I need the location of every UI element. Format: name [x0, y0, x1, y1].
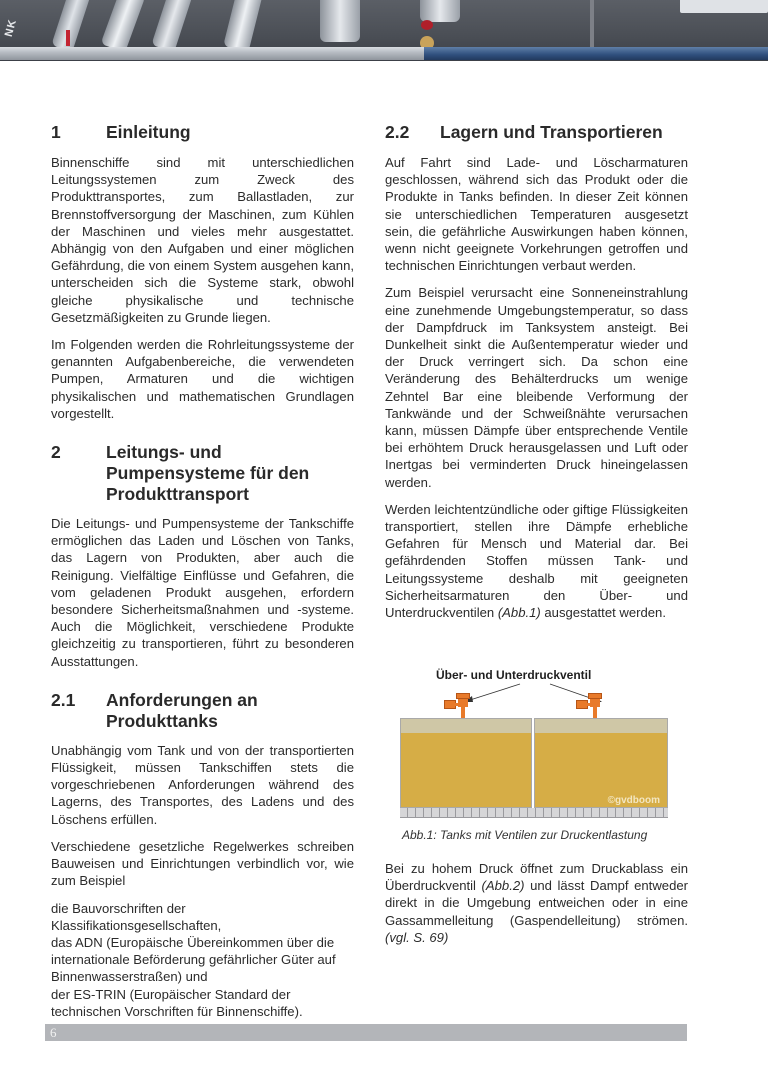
section-title: Lagern und Transportieren	[440, 122, 663, 142]
page-reference: (vgl. S. 69)	[385, 929, 449, 945]
copyright-mark: ©gvdboom	[607, 795, 660, 806]
section-number: 1	[51, 122, 61, 142]
section-heading-2-1	[51, 690, 354, 732]
tank-cylinder-graphic	[320, 0, 360, 42]
arrow-icon	[400, 668, 668, 718]
pipe-graphic	[223, 0, 263, 52]
pipe-graphic	[51, 0, 90, 52]
valve-icon	[444, 693, 474, 720]
right-column	[385, 122, 688, 621]
paragraph: Zum Beispiel verursacht eine Sonneneinstrahlung eine zunehmende Umgebungstemperatur, so dass der Dampfdruck im Tanksystem ansteigt. Bei Dunkelheit sinkt die Außentemperatur wieder und der Druck verringert sich. Da schon eine Veränderung des Behälterdrucks um wenige Zehntel Bar eine bleibende Verformung der Tankwände und der Schweißnähte verursachen kann, müssen Dämpfe über entsprechende Ventile bei erhöhtem Druck herausgelassen und Luft oder Inertgas bei verminderten Druck hineingelassen werden.	[385, 285, 688, 490]
white-box-graphic	[680, 0, 768, 13]
section-number: 2.2	[385, 122, 410, 142]
page-number: 6	[50, 1025, 57, 1040]
paragraph	[385, 501, 688, 621]
section-number: 2	[51, 442, 61, 463]
section-heading-2	[51, 442, 354, 505]
pipe-graphic	[101, 0, 146, 53]
list-item: der ES-TRIN (Europäischer Standard der technischen Vorschriften für Binnenschiffe).	[51, 986, 303, 1019]
blue-pipe-graphic	[424, 47, 768, 60]
vapor-space	[401, 719, 531, 733]
header-photo-banner	[0, 0, 768, 61]
paragraph	[385, 860, 688, 946]
paragraph: Unabhängig vom Tank und von der transportierten Flüssigkeit, müssen Tankschiffen stets die vorgeschriebenen Anforderungen während des Lagerns, des Transportes, des Ladens und des Löschens erfüllen.	[51, 742, 354, 827]
section-heading-1	[51, 122, 354, 143]
paragraph: Binnenschiffe sind mit unterschiedlichen Leitungssystemen zum Zweck des Produkttransportes, zum Ballastladen, zur Brennstoffversorgung der Maschinen, zum Kühlen der Maschinen und vieles mehr ausgestattet. Abhängig von den Aufgaben und einer möglichen Gefährdung, die von einem System ausgehen kann, unterscheiden sich die Systeme stark, obwohl gleiche physikalische und technische Gesetzmäßigkeiten zu Grunde liegen.	[51, 155, 354, 325]
paragraph: Auf Fahrt sind Lade- und Löscharmaturen geschlossen, während sich das Produkt oder die Produkte in Tanks befinden. In dieser Zeit können sie unterschiedlichen Temperaturen ausgesetzt sein, die gefährliche Auswirkungen haben können, wenn nicht geeignete Vorkehrungen getroffen und technischen Einrichtungen verbaut werden.	[385, 155, 688, 274]
figure-caption: Abb.1: Tanks mit Ventilen zur Druckentlastung	[402, 828, 648, 842]
text-run: Bei zu hohem Druck öffnet zum Druckablass ein Überdruckventil	[385, 861, 688, 894]
figure-reference-abb1: (Abb.1)	[497, 605, 541, 621]
list-item: die Bauvorschriften der Klassifikationsgesellschaften,	[51, 900, 222, 933]
paragraph: Verschiedene gesetzliche Regelwerkes schreiben Bauweisen und Einrichtungen verbindlich vor, wie zum Beispiel	[51, 838, 354, 889]
valve-icon	[576, 693, 606, 720]
vapor-space	[535, 719, 667, 733]
text-run: und lässt Dampf entweder direkt in die Umgebung entweichen oder in eine Gassammelleitung (Gaspendelleitung) strömen.	[385, 878, 688, 928]
section-number: 2.1	[51, 689, 76, 710]
tank-floor-grid	[400, 808, 668, 818]
section-title: Anforderungen an Produkttanks	[106, 689, 258, 731]
tank-cylinder-graphic	[420, 0, 460, 22]
tank-left	[400, 718, 532, 808]
section-heading-2-2	[385, 122, 688, 143]
footer-bar	[45, 1024, 687, 1041]
text-run: Werden leichtentzündliche oder giftige Flüssigkeiten transportiert, stellen ihre Dämpfe erhebliche Gefahren für Mensch und Material dar. Bei gefährdenden Stoffen müssen Tank- und Leitungssysteme deshalb mit geeigneten Sicherheitsarmaturen den Über- und Unterdruckventilen	[385, 501, 688, 621]
paragraph: Die Leitungs- und Pumpensysteme der Tankschiffe ermöglichen das Laden und Löschen von Tanks, das Lagern von Produkten, aber auch die Reinigung. Vielfältige Einflüsse und Gefahren, die vom geladenen Produkt ausgehen, erfordern besondere Sicherheitsmaßnahmen und -systeme. Auch die Möglichkeit, verschiedene Produkte gleichzeitig zu transportieren, führt zu besonderen Ausstattungen.	[51, 516, 354, 669]
pipe-graphic	[151, 0, 192, 52]
figure-label-valve: Über- und Unterdruckventil	[436, 668, 592, 682]
pole-graphic	[590, 0, 594, 53]
text-run: ausgestattet werden.	[540, 605, 666, 621]
section-title: Leitungs- und Pumpensysteme für den Produkttransport	[106, 442, 310, 505]
red-valve-handle-graphic	[421, 20, 433, 30]
left-column	[51, 122, 354, 1020]
figure-reference-abb2: (Abb.2)	[481, 878, 525, 894]
paragraph: Im Folgenden werden die Rohrleitungssysteme der genannten Aufgabenbereiche, die verwendeten Pumpen, Armaturen und die wichtigen physikalischen und mathematischen Grundlagen vorgestellt.	[51, 337, 354, 421]
section-title: Einleitung	[106, 122, 191, 142]
list-item: das ADN (Europäische Übereinkommen über die internationale Beförderung gefährlicher Güter auf Binnenwasserstraßen) und	[51, 934, 336, 985]
right-column-lower	[385, 860, 688, 946]
red-marker-graphic	[66, 30, 70, 46]
figure-abb1-tanks	[400, 668, 668, 848]
regulations-list	[51, 900, 354, 1020]
banner-label: NK	[2, 17, 20, 39]
